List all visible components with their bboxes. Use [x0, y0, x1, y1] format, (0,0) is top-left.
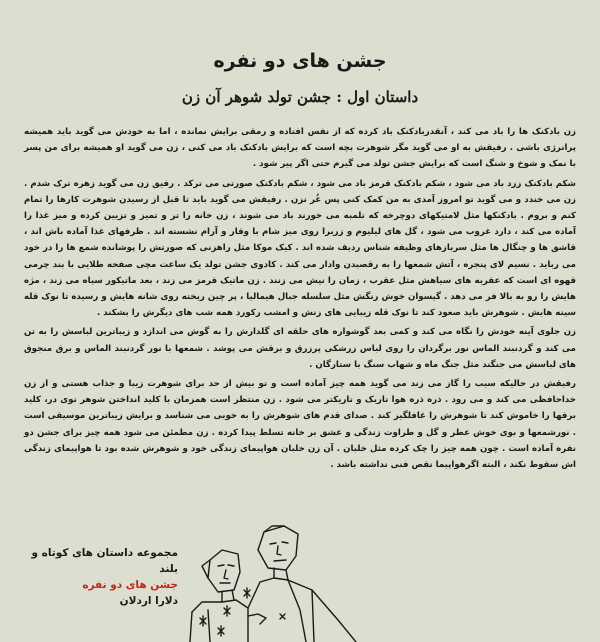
two-figures-sketch-icon: [188, 520, 358, 642]
story-paragraph: زن بادکنک ها را باد می کند ، آنقدربادکنک باد کرده که از نفس افتاده و رمقی برایش نمانده ، اما به خودش می گوید باید همیشه پرانرژی باشی . رفیقش به او می گوید مگر شوهرت بچه است که برایش بادکنک باد می کنی ، زن می گوید او همیشه برای من پسر با نمک و شوخ و شنگ است که برایش جشن تولد می گیرم حتی اگر پیر شود .: [24, 127, 576, 170]
story-body: [24, 124, 576, 476]
author-name: دلارا اردلان: [119, 595, 178, 607]
page-subtitle: داستان اول : جشن تولد شوهر آن زن: [181, 88, 419, 106]
book-credits: [28, 545, 178, 609]
collection-line: مجموعه داستان های کوتاه و بلند: [31, 547, 178, 575]
story-paragraph: رفیقش در حالیکه سیب را گاز می زند می گوید همه چیز آماده است و تو بیش از حد برای شوهرت زیبا و جذاب هستی و از زن خداحافظی می کند و می رود . ذره ذره هوا تاریک و تاریکتر می شود . زن منتظر است همزمان با کلید انداختن شوهر توی در، کلید برقها را خاموش کند تا شوهرش را غافلگیر کند . صدای قدم های شوهرش را به خوبی می شناسد و برایش زیباترین موسیقی است . نورشمعها و بوی خوش عطر و گل و طراوت زندگی و عشق بر خانه تسلط پیدا کرده . زن مطمئن می شود همه چیز برای جشن دو نفره آماده است . چون همه چیز را چک کرده مثل خلبان . آن زن خلبان هواپیمای زندگی خود و شوهرش شده بود تا هواپیمای زندگی اش سقوط نکند ، البته اگرهواپیما نقص فنی نداشته باشد .: [24, 379, 576, 471]
book-title-line: جشن های دو نفره: [82, 579, 178, 591]
story-paragraph: شکم بادکنک زرد باد می شود ، شکم بادکنک قرمز باد می شود ، شکم بادکنک صورتی می ترکد . رفیق زن می گوید زهره ترک شدم . زن می خندد و می گوید تو امروز آمدی به من کمک کنی پس غُر نزن . رفیقش می گوید باید تا قبل از رسیدن شوهرت کارها را تمام کنم و بروم . بادکنکها مثل لامتیکهای دوچرخه که تلمبه می خورند باد می شوند ، زن خانه را تر و تمیز و تزیین کرده و میز غذا را آماده می کند ، دارد غروب می شود ، گل های لیلیوم و زربرا روی میز شام با وقار و آرام نشسته اند . ظرفهای غذا آماده باش اند ، قاشق ها و چنگال ها مثل سربازهای وظیفه شناس ردیف شده اند . کیک موکا مثل راهزنی که صورتش را پوشانده شمع ها را در خود می رباید . نسیم لای پنجره ، آتش شمعها را به رقصیدن وادار می کند . کادوی جشن تولد یک ساعت مچی صفحه طلایی با بند چرمی قهوه ای است که عقربه های سیاهش مثل عقرب ، زمان را نیش می زنند . زن ماتیک قرمز می زند ، بعد ماتیکور سیاه می زند ، مژه هایش را رو به بالا فر می دهد . گیسوان خوش رنگش مثل سلسله جبال هیمالیا ، پر چین ریخته روی شانه هایش و رسیده تا نوک قله سینه هایش . شوهرش باید صعود کند تا نوک قله زیبایی های زنش و امشب رکورد همه شب های دیگرش را بشکند .: [24, 178, 576, 319]
story-paragraph: زن جلوی آینه خودش را نگاه می کند و کمی بعد گوشواره های حلقه ای گلدارش را به گوش می اندازد و زیباترین لباسش را به تن می کند و گردنبند الماس نور برگردان را روی لباس زرشکی پرزرق و برقش می پوشد . شمعها با نور گردنبند الماس و برق منجوق های لباسش می جنگند مثل جنگ ماه و شهاب سنگ با ستارگان .: [24, 327, 576, 370]
page-title: جشن های دو نفره: [213, 50, 387, 72]
